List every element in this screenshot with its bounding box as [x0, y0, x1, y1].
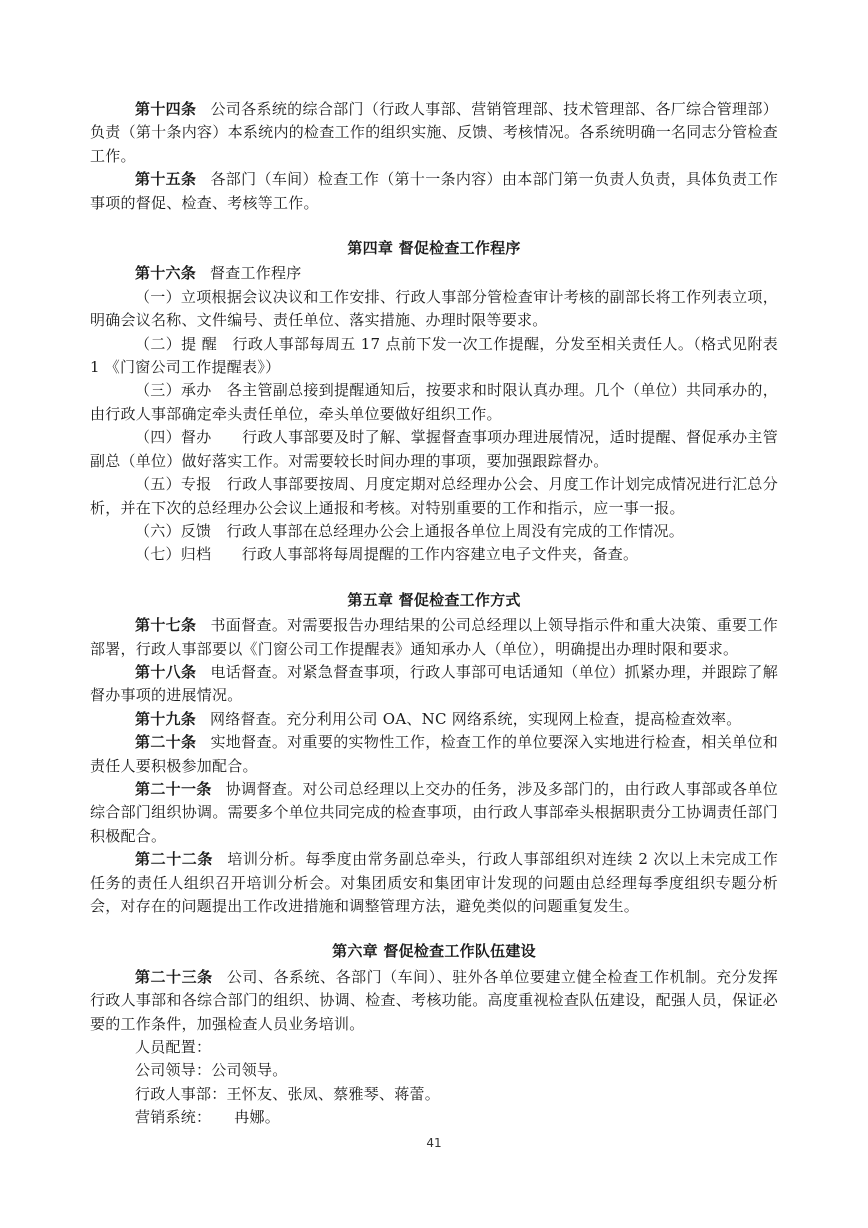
- article-label: 第十五条: [135, 170, 197, 189]
- article-text: 公司各系统的综合部门（行政人事部、营销管理部、技术管理部、各厂综合管理部）负责（第十条内容）本系统内的检查工作的组织实施、反馈、考核情况。各系统明确一名同志分管检查工作。: [90, 100, 778, 165]
- article-label: 第二十三条: [135, 967, 213, 986]
- procedure-step: （三）承办 各主管副总接到提醒通知后，按要求和时限认真办理。几个（单位）共同承办的，由行政人事部确定牵头责任单位，牵头单位要做好组织工作。: [90, 381, 778, 423]
- staffing-line: 公司领导：公司领导。: [135, 1061, 288, 1080]
- article-text: 实地督查。对重要的实物性工作，检查工作的单位要深入实地进行检查，相关单位和责任人要积极参加配合。: [90, 733, 778, 775]
- staffing-line: 营销系统： 冉娜。: [135, 1108, 281, 1127]
- article-text: 督查工作程序: [210, 264, 302, 283]
- article-23: [90, 966, 778, 1036]
- article-label: 第十六条: [135, 264, 197, 283]
- article-16: [90, 262, 778, 285]
- procedure-step: （二）提 醒 行政人事部每周五 17 点前下发一次工作提醒，分发至相关责任人。（格式见附表 1 《门窗公司工作提醒表》）: [90, 334, 778, 377]
- article-label: 第二十二条: [135, 850, 214, 869]
- article-18: [90, 661, 778, 708]
- page-number: 41: [426, 1136, 442, 1150]
- article-text: 各部门（车间）检查工作（第十一条内容）由本部门第一负责人负责，具体负责工作事项的督促、检查、考核等工作。: [90, 170, 778, 212]
- article-text: 协调督查。对公司总经理以上交办的任务，涉及多部门的，由行政人事部或各单位综合部门组织协调。需要多个单位共同完成的检查事项，由行政人事部牵头根据职责分工协调责任部门积极配合。: [90, 779, 778, 845]
- procedure-step: （六）反馈 行政人事部在总经理办公会上通报各单位上周没有完成的工作情况。: [135, 521, 685, 540]
- chapter-4-title: 第四章 督促检查工作程序: [347, 239, 521, 258]
- article-label: 第十七条: [135, 616, 197, 635]
- article-label: 第十九条: [135, 709, 197, 728]
- article-21: [90, 778, 778, 848]
- procedure-step: （五）专报 行政人事部要按周、月度定期对总经理办公会、月度工作计划完成情况进行汇总分析，并在下次的总经理办公会议上通报和考核。对特别重要的工作和指示，应一事一报。: [90, 475, 778, 517]
- article-label: 第二十条: [135, 733, 197, 752]
- article-19: [90, 708, 778, 731]
- procedure-step: （四）督办 行政人事部要及时了解、掌握督查事项办理进展情况，适时提醒、督促承办主管副总（单位）做好落实工作。对需要较长时间办理的事项，要加强跟踪督办。: [90, 428, 778, 470]
- procedure-step: （七）归档 行政人事部将每周提醒的工作内容建立电子文件夹，备查。: [135, 545, 639, 564]
- article-14: [90, 98, 778, 168]
- chapter-5-title: 第五章 督促检查工作方式: [347, 590, 521, 609]
- article-label: 第十八条: [135, 662, 197, 681]
- article-text: 书面督查。对需要报告办理结果的公司总经理以上领导指示件和重大决策、重要工作部署，行政人事部要以《门窗公司工作提醒表》通知承办人（单位），明确提出办理时限和要求。: [90, 616, 778, 658]
- page-body: [90, 98, 778, 1130]
- article-text: 网络督查。充分利用公司 OA、NC 网络系统，实现网上检查，提高检查效率。: [210, 709, 742, 728]
- article-text: 培训分析。每季度由常务副总牵头，行政人事部组织对连续 2 次以上未完成工作任务的责任人组织召开培训分析会。对集团质安和集团审计发现的问题由总经理每季度组织专题分析会，对存在的问题提出工作改进措施和调整管理方法，避免类似的问题重复发生。: [90, 850, 778, 915]
- article-22: [90, 848, 778, 918]
- chapter-6-title: 第六章 督促检查工作队伍建设: [332, 942, 536, 961]
- staffing-line: 行政人事部：王怀友、张凤、蔡雅琴、蒋蕾。: [135, 1084, 441, 1103]
- article-15: [90, 168, 778, 215]
- article-20: [90, 731, 778, 778]
- staffing-line: 人员配置：: [135, 1038, 212, 1057]
- article-text: 电话督查。对紧急督查事项，行政人事部可电话通知（单位）抓紧办理，并跟踪了解督办事项的进展情况。: [90, 662, 778, 705]
- article-17: [90, 614, 778, 661]
- article-label: 第十四条: [135, 100, 197, 118]
- article-text: 公司、各系统、各部门（车间）、驻外各单位要建立健全检查工作机制。充分发挥行政人事部和各综合部门的组织、协调、检查、考核功能。高度重视检查队伍建设，配强人员，保证必要的工作条件，加强检查人员业务培训。: [90, 967, 778, 1033]
- procedure-step: （一）立项根据会议决议和工作安排、行政人事部分管检查审计考核的副部长将工作列表立项，明确会议名称、文件编号、责任单位、落实措施、办理时限等要求。: [90, 287, 778, 330]
- article-label: 第二十一条: [135, 779, 212, 798]
